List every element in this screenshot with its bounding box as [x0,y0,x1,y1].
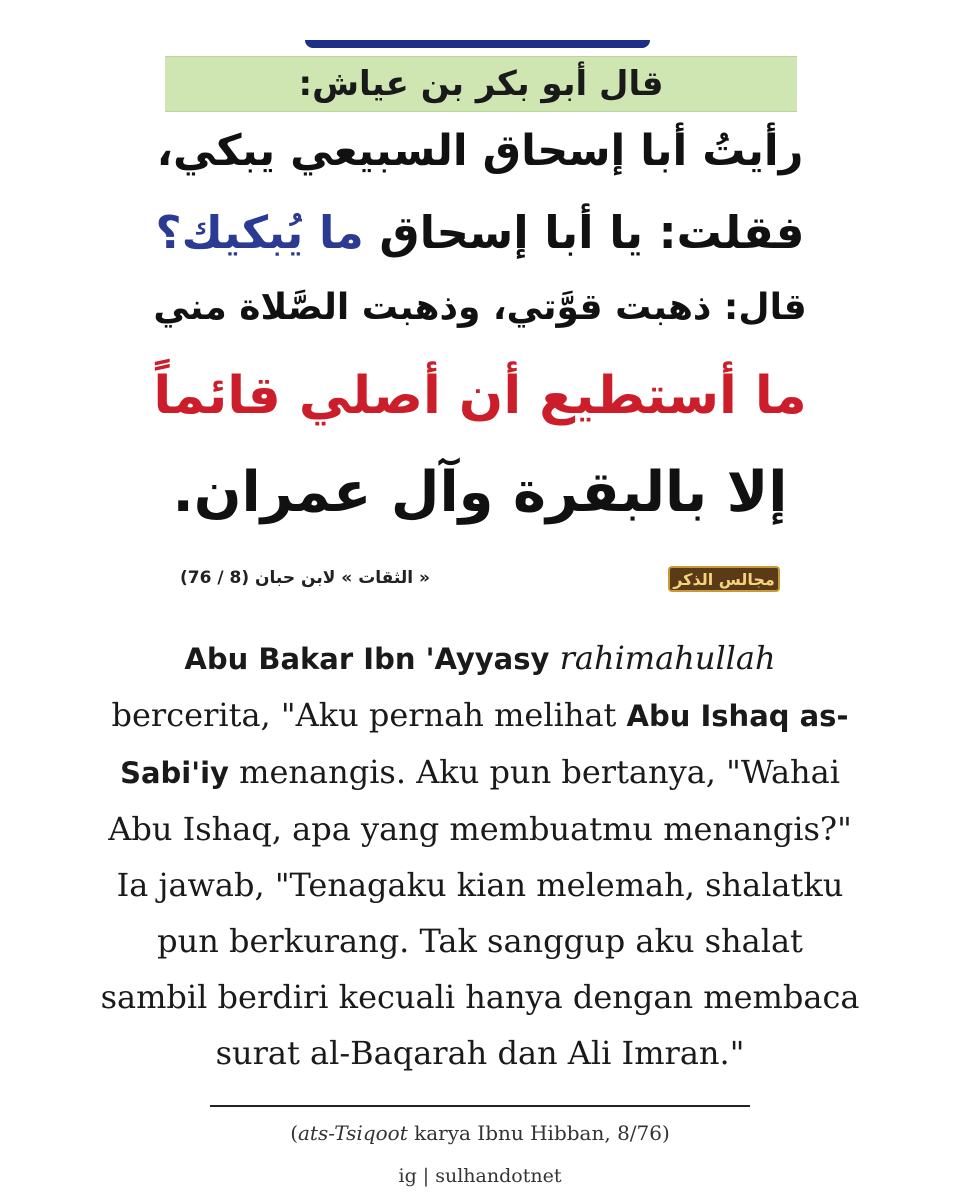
citation-rest: karya Ibnu Hibban, 8/76) [414,1121,670,1145]
majalis-logo [668,566,780,592]
top-accent-bar [305,40,650,48]
arabic-header-title: قال أبو بكر بن عياش: [298,64,664,104]
translation-part-2: menangis. Aku pun bertanya, "Wahai Abu Ishaq, apa yang membuatmu menangis?" Ia jawab, "Tenagaku kian melemah, shalatku pun berkurang. Tak sanggup aku shalat sambil berdiri kecuali hanya dengan membaca surat al-Baqarah dan Ali Imran." [100,753,860,1072]
arabic-line-2 [150,206,810,259]
translation-part-1: bercerita, "Aku pernah melihat [111,696,617,734]
footer-handle: ig | sulhandotnet [398,1165,562,1187]
arabic-line-2-part-a: فقلت: يا أبا إسحاق [363,206,805,259]
indonesian-translation [100,630,860,1081]
header-banner [165,56,797,112]
arabic-source-row [180,566,780,594]
arabic-line-3: قال: ذهبت قوَّتي، وذهبت الصَّلاة مني [153,287,807,328]
arabic-source-reference: « الثقات » لابن حبان (8 / 76) [180,568,430,588]
arabic-line-1: رأيتُ أبا إسحاق السبيعي يبكي، [156,126,804,176]
arabic-line-4-red: ما أستطيع أن أصلي قائماً [153,366,807,426]
logo-text: مجالس الذكر [673,569,775,589]
arabic-line-5: إلا بالبقرة وآل عمران. [172,460,788,525]
citation-open: ( [290,1121,298,1145]
divider-line [210,1105,750,1107]
honorific: rahimahullah [559,639,776,677]
citation [100,1121,860,1145]
citation-book: ats-Tsiqoot [298,1121,408,1145]
arabic-line-2-highlight: ما يُبكيك؟ [155,206,364,259]
name-abu-ishaq: Abu Ishaq as-Sabi'iy [120,699,849,790]
name-abu-bakar: Abu Bakar Ibn 'Ayyasy [184,642,550,676]
